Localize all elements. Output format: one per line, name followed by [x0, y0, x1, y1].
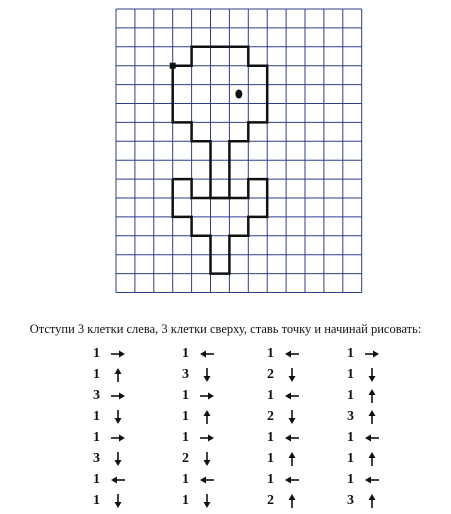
- step-item: [340, 492, 380, 510]
- step-count: 1: [267, 472, 274, 487]
- step-count: 1: [182, 388, 189, 403]
- step-count: 1: [347, 388, 354, 403]
- step-item: [175, 429, 215, 447]
- step-count: 1: [182, 409, 189, 424]
- step-count: 2: [267, 493, 274, 508]
- arrow-up-icon: [364, 451, 380, 467]
- arrow-down-icon: [110, 409, 126, 425]
- arrow-up-icon: [364, 388, 380, 404]
- step-item: [260, 345, 300, 363]
- arrow-right-icon: [110, 346, 126, 362]
- step-count: 1: [347, 367, 354, 382]
- arrow-left-icon: [284, 346, 300, 362]
- arrow-right-icon: [199, 388, 215, 404]
- step-count: 1: [267, 430, 274, 445]
- step-count: 1: [93, 409, 100, 424]
- step-count: 3: [93, 388, 100, 403]
- arrow-down-icon: [199, 367, 215, 383]
- step-count: 3: [347, 493, 354, 508]
- step-count: 1: [267, 451, 274, 466]
- step-item: [175, 492, 215, 510]
- arrow-up-icon: [284, 451, 300, 467]
- step-count: 1: [93, 430, 100, 445]
- arrow-down-icon: [364, 367, 380, 383]
- step-count: 1: [347, 451, 354, 466]
- step-count: 2: [267, 367, 274, 382]
- arrow-down-icon: [284, 409, 300, 425]
- step-count: 1: [93, 493, 100, 508]
- step-item: [175, 471, 215, 489]
- step-item: [175, 408, 215, 426]
- arrow-down-icon: [110, 493, 126, 509]
- step-item: [260, 387, 300, 405]
- step-item: [175, 366, 215, 384]
- arrow-up-icon: [364, 493, 380, 509]
- step-count: 1: [267, 388, 274, 403]
- arrow-up-icon: [199, 409, 215, 425]
- instruction-text: Отступи 3 клетки слева, 3 клетки сверху, ставь точку и начинай рисовать:: [29, 322, 422, 336]
- step-count: 1: [347, 430, 354, 445]
- step-item: [340, 471, 380, 489]
- arrow-left-icon: [284, 472, 300, 488]
- step-item: [175, 387, 215, 405]
- arrow-down-icon: [284, 367, 300, 383]
- step-count: 1: [93, 346, 100, 361]
- step-item: [260, 492, 300, 510]
- arrow-left-icon: [364, 472, 380, 488]
- arrow-down-icon: [199, 451, 215, 467]
- arrow-left-icon: [284, 388, 300, 404]
- step-count: 3: [182, 367, 189, 382]
- arrow-left-icon: [199, 472, 215, 488]
- step-count: 1: [93, 367, 100, 382]
- step-count: 1: [267, 346, 274, 361]
- step-item: [175, 345, 215, 363]
- step-count: 2: [182, 451, 189, 466]
- step-item: [260, 471, 300, 489]
- arrow-up-icon: [110, 367, 126, 383]
- step-item: [260, 366, 300, 384]
- step-item: [340, 408, 380, 426]
- step-item: [86, 387, 126, 405]
- step-item: [340, 429, 380, 447]
- step-count: 1: [93, 472, 100, 487]
- step-item: [86, 429, 126, 447]
- step-count: 2: [267, 409, 274, 424]
- arrow-left-icon: [110, 472, 126, 488]
- step-count: 1: [347, 346, 354, 361]
- step-item: [340, 366, 380, 384]
- step-count: 1: [182, 430, 189, 445]
- step-count: 3: [93, 451, 100, 466]
- step-count: 1: [182, 472, 189, 487]
- arrow-right-icon: [110, 430, 126, 446]
- step-item: [86, 450, 126, 468]
- arrow-down-icon: [110, 451, 126, 467]
- step-count: 1: [347, 472, 354, 487]
- arrow-left-icon: [364, 430, 380, 446]
- step-item: [86, 345, 126, 363]
- step-item: [86, 408, 126, 426]
- step-count: 1: [182, 346, 189, 361]
- arrow-left-icon: [284, 430, 300, 446]
- step-item: [175, 450, 215, 468]
- arrow-up-icon: [284, 493, 300, 509]
- step-count: 1: [182, 493, 189, 508]
- step-item: [86, 492, 126, 510]
- step-item: [260, 450, 300, 468]
- step-item: [340, 345, 380, 363]
- arrow-up-icon: [364, 409, 380, 425]
- step-item: [86, 366, 126, 384]
- step-item: [340, 387, 380, 405]
- arrow-left-icon: [199, 346, 215, 362]
- arrow-right-icon: [199, 430, 215, 446]
- step-item: [86, 471, 126, 489]
- step-item: [260, 429, 300, 447]
- step-count: 3: [347, 409, 354, 424]
- step-item: [260, 408, 300, 426]
- arrow-down-icon: [199, 493, 215, 509]
- arrow-right-icon: [110, 388, 126, 404]
- step-item: [340, 450, 380, 468]
- arrow-right-icon: [364, 346, 380, 362]
